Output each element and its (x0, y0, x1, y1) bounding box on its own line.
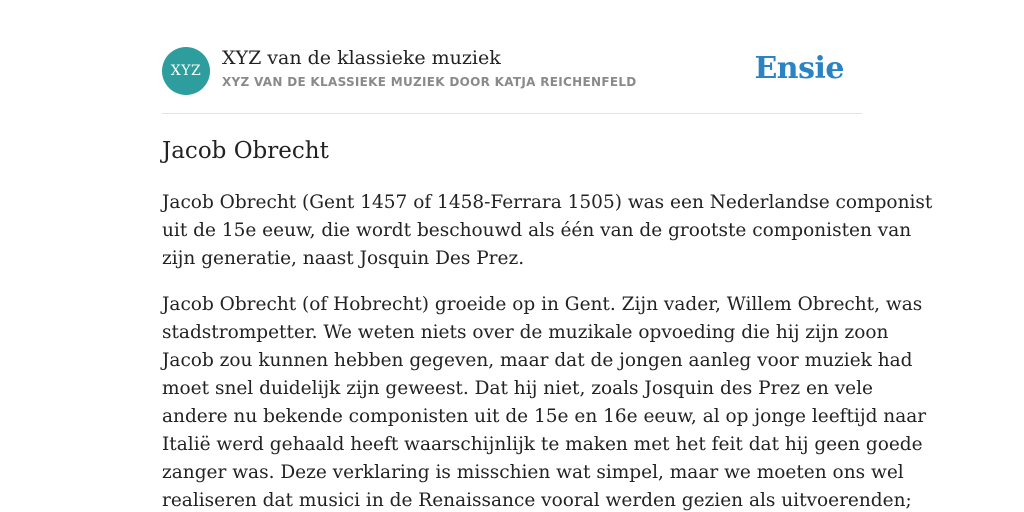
text-line: realiseren dat musici in de Renaissance vooral werden gezien als uitvoerenden; (162, 490, 912, 511)
paragraph (162, 291, 927, 512)
blog-subtitle: XYZ VAN DE KLASSIEKE MUZIEK DOOR KATJA REICHENFELD (222, 75, 637, 89)
text-line: Italië werd gehaald heeft waarschijnlijk te maken met het feit dat hij geen goede (162, 434, 923, 455)
paragraph (162, 189, 933, 273)
text-line: Jacob zou kunnen hebben gegeven, maar dat de jongen aanleg voor muziek had (162, 350, 913, 371)
text-line: andere nu bekende componisten uit de 15e en 16e eeuw, al op jonge leeftijd naar (162, 406, 927, 427)
article-title: Jacob Obrecht (162, 138, 329, 164)
text-line: moet snel duidelijk zijn geweest. Dat hij niet, zoals Josquin des Prez en vele (162, 378, 873, 399)
text-line: Jacob Obrecht (Gent 1457 of 1458-Ferrara 1505) was een Nederlandse componist (162, 192, 933, 213)
header (162, 47, 862, 114)
text-line: stadstrompetter. We weten niets over de muzikale opvoeding die hij zijn zoon (162, 322, 889, 343)
brand-logo[interactable]: Ensie (754, 51, 844, 86)
text-line: Jacob Obrecht (of Hobrecht) groeide op in Gent. Zijn vader, Willem Obrecht, was (162, 294, 923, 315)
text-line: zijn generatie, naast Josquin Des Prez. (162, 248, 525, 269)
avatar[interactable]: XYZ (162, 47, 210, 95)
text-line: zanger was. Deze verklaring is misschien wat simpel, maar we moeten ons wel (162, 462, 904, 483)
article-body (162, 189, 933, 512)
text-line: uit de 15e eeuw, die wordt beschouwd als één van de grootste componisten van (162, 220, 912, 241)
blog-title[interactable]: XYZ van de klassieke muziek (222, 47, 501, 69)
